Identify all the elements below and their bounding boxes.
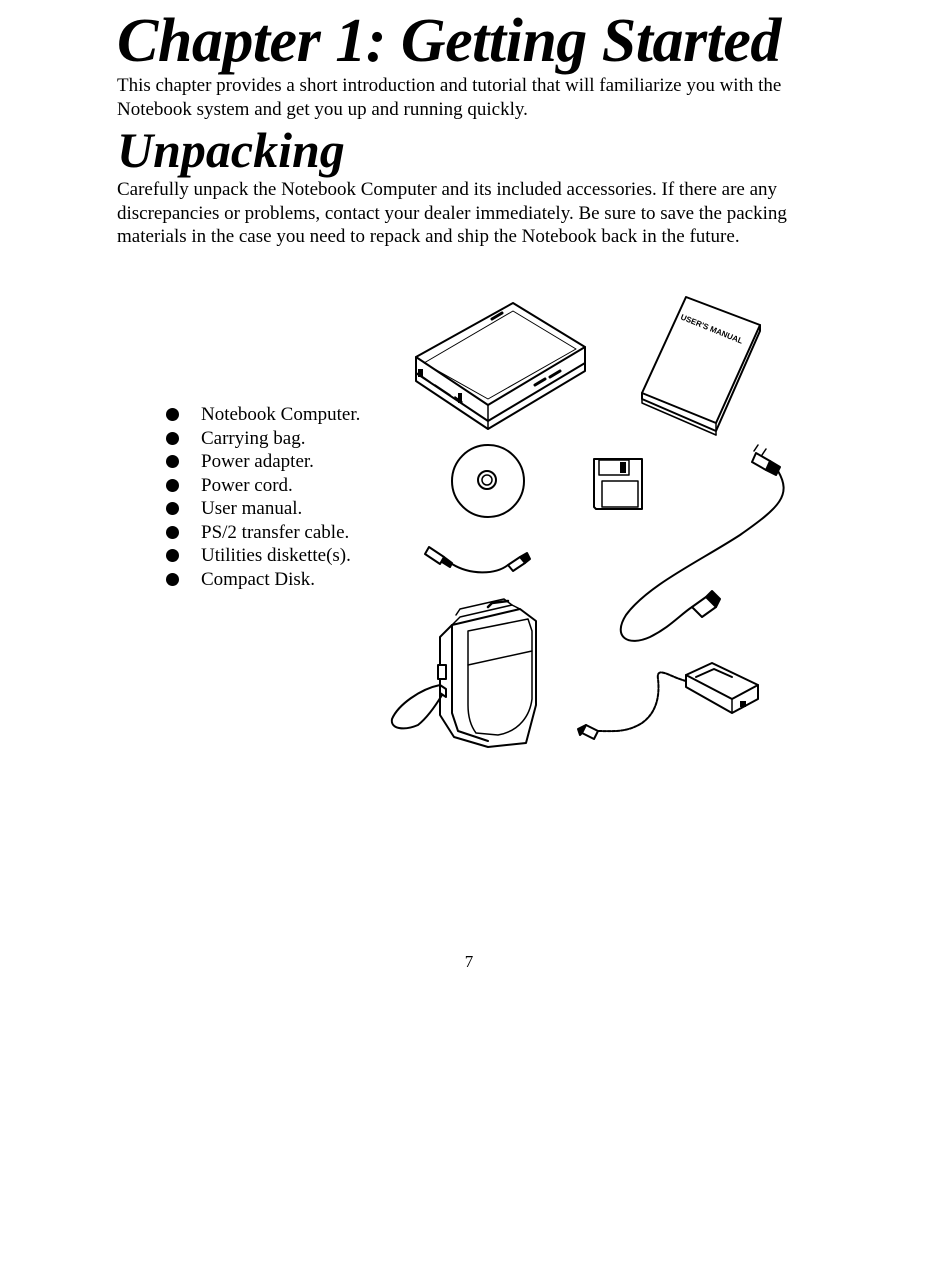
- list-item-label: Utilities diskette(s).: [201, 545, 351, 566]
- bullet-icon: [166, 549, 179, 562]
- bullet-icon: [166, 432, 179, 445]
- bullet-icon: [166, 455, 179, 468]
- carrying-bag-icon: [392, 599, 536, 747]
- list-item-label: Notebook Computer.: [201, 404, 361, 425]
- bullet-icon: [166, 479, 179, 492]
- power-cord-icon: [621, 445, 784, 641]
- package-contents-list: [165, 403, 360, 591]
- notebook-computer-icon: [416, 303, 585, 429]
- list-item: [165, 427, 360, 451]
- ps2-transfer-cable-icon: [425, 547, 530, 572]
- list-item: [165, 544, 360, 568]
- intro-paragraph: This chapter provides a short introduction and tutorial that will familiarize you with the Notebook system and get you up and running quickly.: [117, 75, 782, 120]
- list-item-label: PS/2 transfer cable.: [201, 521, 350, 543]
- unpacking-paragraph: Carefully unpack the Notebook Computer and its included accessories. If there are any discrepancies or problems, contact your dealer immediately. Be sure to save the packing materials in the case you need to repack and ship the Notebook back in the future.: [117, 179, 787, 247]
- manual-cover-text: USER'S MANUAL: [679, 312, 745, 346]
- power-adapter-icon: [578, 663, 758, 739]
- section-title: Unpacking: [117, 122, 345, 178]
- bullet-icon: [166, 408, 179, 421]
- list-item: [165, 568, 360, 592]
- list-item-label: User manual.: [201, 498, 303, 519]
- compact-disk-icon: [452, 445, 524, 517]
- page-number: 7: [464, 952, 474, 971]
- list-item-label: Carrying bag.: [201, 427, 306, 449]
- chapter-title: Chapter 1: Getting Started: [117, 7, 781, 75]
- list-item: [165, 474, 360, 498]
- list-item-label: Compact Disk.: [201, 568, 315, 590]
- bullet-icon: [166, 573, 179, 586]
- bullet-icon: [166, 502, 179, 515]
- list-item: [165, 450, 360, 474]
- user-manual-icon: [642, 297, 760, 435]
- list-item-label: Power adapter.: [201, 451, 314, 472]
- list-item: [165, 403, 360, 427]
- list-item: [165, 497, 360, 521]
- package-contents-illustration: [380, 285, 800, 755]
- list-item: [165, 521, 360, 545]
- floppy-diskette-icon: [594, 459, 642, 509]
- bullet-icon: [166, 526, 179, 539]
- list-item-label: Power cord.: [201, 474, 293, 496]
